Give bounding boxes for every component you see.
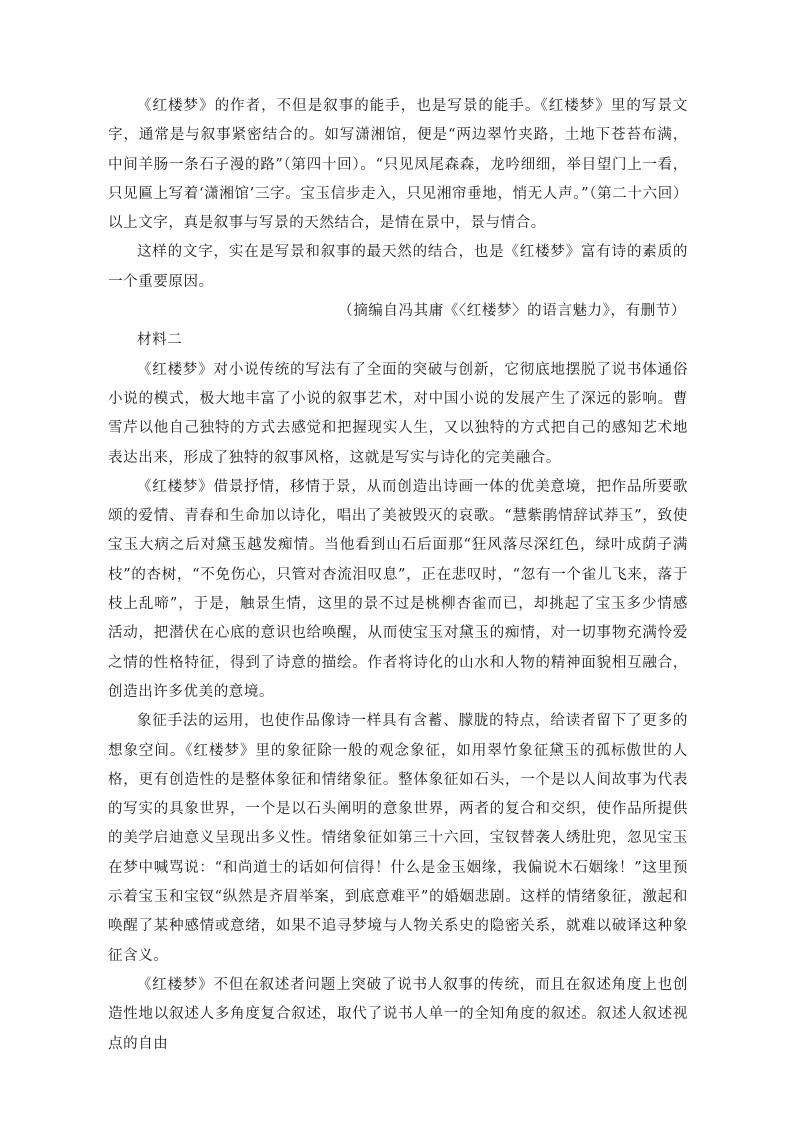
paragraph-6: 《红楼梦》不但在叙述者问题上突破了说书人叙事的传统，而且在叙述角度上也创造性地以叙述人多角度复合叙述，取代了说书人单一的全知角度的叙述。叙述人叙述视点的自由: [108, 976, 688, 1052]
paragraph-4: 《红楼梦》借景抒情，移情于景，从而创造出诗画一体的优美意境，把作品所要歌颂的爱情、青春和生命加以诗化，唱出了美被毁灭的哀歌。“慧紫鹃情辞试莽玉”，致使宝玉大病之后对黛玉越发痴情。当他看到山石后面那“狂风落尽深红色，绿叶成荫子满枝”的杏树，“不免伤心，只管对杏流泪叹息”，正在悲叹时，“忽有一个雀儿飞来，落于枝上乱啼”，于是，触景生情，这里的景不过是桃柳杏雀而已，却挑起了宝玉多少情感活动，把潜伏在心底的意识也给唤醒，从而使宝玉对黛玉的痴情，对一切事物充满怜爱之情的性格特征，得到了诗意的描绘。作者将诗化的山水和人物的精神面貌相互融合，创造出许多优美的意境。: [108, 478, 688, 700]
source-note: （摘编自冯其庸《〈红楼梦〉的语言魅力》，有删节）: [338, 303, 686, 320]
paragraph-5: 象征手法的运用，也使作品像诗一样具有含蓄、朦胧的特点，给读者留下了更多的想象空间。《红楼梦》里的象征除一般的观念象征，如用翠竹象征黛玉的孤标傲世的人格，更有创造性的是整体象征和情绪象征。整体象征如石头，一个是以人间故事为代表的写实的具象世界，一个是以石头阐明的意象世界，两者的复合和交织，使作品所提供的美学启迪意义呈现出多义性。情绪象征如第三十六回，宝钗替袭人绣肚兜，忽见宝玉在梦中喊骂说：“和尚道士的话如何信得！什么是金玉姻缘，我偏说木石姻缘！”这里预示着宝玉和宝钗“纵然是齐眉举案，到底意难平”的婚姻悲剧。这样的情绪象征，激起和唤醒了某种感情或意绪，如果不追寻梦境与人物关系史的隐密关系，就难以破译这种象征含义。: [108, 713, 688, 964]
paragraph-2: 这样的文字，实在是写景和叙事的最天然的结合，也是《红楼梦》富有诗的素质的一个重要原因。: [108, 244, 688, 290]
paragraph-3: 《红楼梦》对小说传统的写法有了全面的突破与创新，它彻底地摆脱了说书体通俗小说的模式，极大地丰富了小说的叙事艺术，对中国小说的发展产生了深远的影响。曹雪芹以他自己独特的方式去感觉和把握现实人生，又以独特的方式把自己的感知艺术地表达出来，形成了独特的叙事风格，这就是写实与诗化的完美融合。: [108, 361, 688, 466]
document-page: [108, 92, 688, 1059]
paragraph-1: 《红楼梦》的作者，不但是叙事的能手，也是写景的能手。《红楼梦》里的写景文字，通常是与叙事紧密结合的。如写潇湘馆，便是“两边翠竹夹路，土地下苍苔布满，中间羊肠一条石子漫的路”（第四十回）。“只见凤尾森森，龙吟细细，举目望门上一看，只见匾上写着‘潇湘馆’三字。宝玉信步走入，只见湘帘垂地，悄无人声。”（第二十六回）以上文字，真是叙事与写景的天然结合，是情在景中，景与情合。: [108, 98, 688, 232]
section-heading: 材料二: [137, 332, 183, 349]
